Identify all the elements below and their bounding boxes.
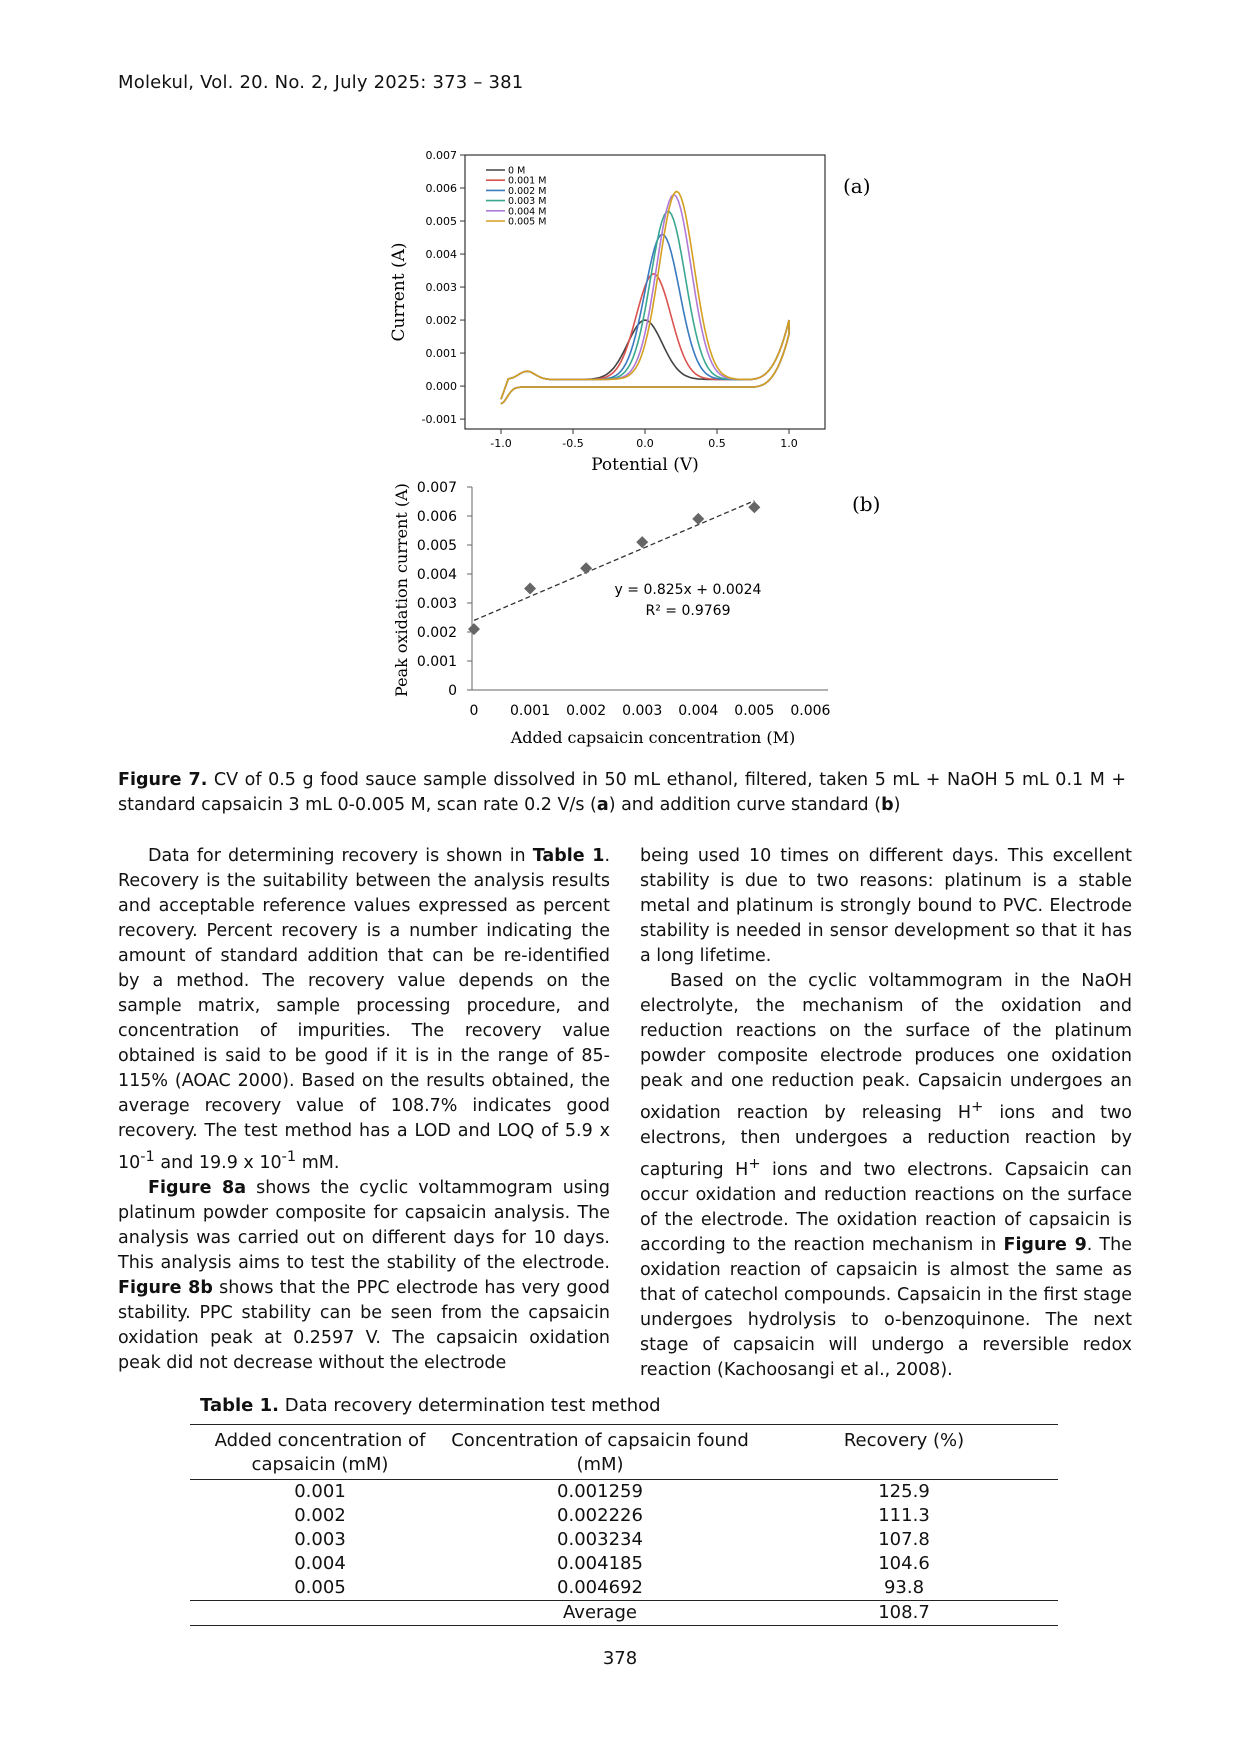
data-point — [524, 583, 536, 595]
panel-a-legend — [486, 166, 546, 228]
table-cell: 0.004185 — [557, 1553, 643, 1574]
figure-ref: Figure 9 — [1003, 1234, 1087, 1255]
x-tick-label: 0.006 — [790, 703, 831, 719]
cv-curve-0-003-M — [501, 211, 789, 403]
figure-caption-label: Figure 7. — [118, 770, 208, 790]
x-tick-label: 0.003 — [622, 703, 663, 719]
table-cell: 0.003 — [294, 1529, 346, 1550]
figure-7 — [0, 0, 1240, 760]
y-tick-label: 0.003 — [425, 281, 457, 295]
figure-caption-text-2: ) and addition curve standard ( — [608, 795, 882, 815]
panel-b-r2: R² = 0.9769 — [645, 603, 731, 619]
table-caption-text: Data recovery determination test method — [279, 1395, 661, 1416]
figure-caption — [118, 768, 1126, 818]
left-paragraph-1 — [118, 844, 610, 1176]
table-header-row — [190, 1425, 1058, 1480]
legend-label: 0.005 M — [508, 216, 547, 228]
table-cell: 111.3 — [878, 1505, 930, 1526]
table-row — [190, 1504, 1058, 1528]
text-run: shows the cyclic voltammogram using platinum powder composite for capsaicin analysis. The analysis was carried out on different days for 10 days. This analysis aims to test the stability of the electrode. — [118, 1177, 610, 1273]
panel-b-y-label: Peak oxidation current (A) — [392, 483, 411, 697]
y-tick-label: 0.005 — [425, 215, 457, 229]
average-label: Average — [450, 1601, 750, 1626]
y-tick-label: -0.001 — [421, 413, 457, 427]
y-tick-label: 0.004 — [425, 248, 457, 262]
right-paragraph-2 — [640, 969, 1132, 1383]
y-tick-label: 0.007 — [416, 480, 457, 496]
table-cell: 107.8 — [878, 1529, 930, 1550]
x-tick-label: 1.0 — [780, 437, 798, 450]
superscript: + — [748, 1154, 761, 1172]
running-head: Molekul, Vol. 20. No. 2, July 2025: 373 – 381 — [118, 72, 524, 93]
text-run: ions and two electrons. Capsaicin can occur oxidation and reduction reactions on the surface of the electrode. The oxidation reaction of capsaicin is according to the reaction mechanism in — [640, 1159, 1132, 1255]
panel-b-x-label: Added capsaicin concentration (M) — [510, 728, 796, 747]
column-header: Concentration of capsaicin found (mM) — [451, 1430, 749, 1475]
legend-label: 0.001 M — [508, 175, 547, 187]
table-cell: 0.004692 — [557, 1577, 643, 1598]
recovery-table — [190, 1424, 1058, 1626]
text-run: shows that the PPC electrode has very good stability. PPC stability can be seen from the capsaicin oxidation peak at 0.2597 V. The capsaicin oxidation peak did not decrease without the electrode — [118, 1277, 610, 1373]
figure-ref: Figure 8a — [148, 1177, 247, 1198]
panel-b-chart — [392, 480, 880, 747]
average-value: 108.7 — [750, 1601, 1058, 1626]
table-row — [190, 1576, 1058, 1601]
y-tick-label: 0.002 — [416, 625, 457, 641]
y-tick-label: 0.007 — [425, 149, 457, 162]
panel-a-y-ticks — [422, 149, 465, 426]
column-header: Recovery (%) — [843, 1430, 965, 1451]
x-tick-label: 0.004 — [678, 703, 719, 719]
legend-label: 0.003 M — [508, 196, 547, 208]
x-tick-label: 0.001 — [510, 703, 551, 719]
table-cell: 93.8 — [883, 1577, 925, 1598]
figure-7-svg — [0, 0, 1240, 760]
table-cell: 104.6 — [878, 1553, 930, 1574]
figure-caption-b: b — [881, 795, 894, 815]
table-cell: 0.001259 — [557, 1481, 643, 1502]
panel-b-equation: y = 0.825x + 0.0024 — [614, 582, 762, 598]
table-row — [190, 1528, 1058, 1552]
x-tick-label: -1.0 — [490, 437, 512, 450]
legend-label: 0.002 M — [508, 185, 547, 197]
panel-a-chart — [389, 149, 871, 475]
table-row — [190, 1480, 1058, 1505]
table-caption-label: Table 1. — [200, 1395, 279, 1416]
y-tick-label: 0.006 — [425, 182, 457, 196]
panel-a-label: (a) — [843, 174, 871, 198]
y-tick-label: 0.001 — [416, 654, 457, 670]
panel-b-y-ticks — [417, 480, 472, 699]
text-run: . The oxidation reaction of capsaicin is almost the same as that of catechol compounds. Capsaicin in the first stage undergoes hydrolysis to o-benzoquinone. The next stage of capsaicin will undergo a reversible redox reaction (Kachoosangi et al., 2008). — [640, 1234, 1132, 1380]
y-tick-label: 0.004 — [416, 567, 457, 583]
table-ref: Table 1 — [532, 846, 605, 866]
table-caption — [200, 1395, 661, 1416]
panel-a-x-ticks — [490, 429, 797, 450]
right-paragraph-1: being used 10 times on different days. This excellent stability is due to two reasons: platinum is a stable metal and platinum is strongly bound to PVC. Electrode stability is needed in sensor development so that it has a long lifetime. — [640, 846, 1132, 966]
table-cell — [190, 1601, 450, 1626]
text-run: . Recovery is the suitability between the analysis results and acceptable reference values expressed as percent recovery. Percent recovery is a number indicating the amount of standard addition that can be re-identified by a method. The recovery value depends on the sample matrix, sample processing procedure, and concentration of impurities. The recovery value obtained is said to be good if it is in the range of 85-115% (AOAC 2000). Based on the results obtained, the average recovery value of 108.7% indicates good recovery. The test method has a LOD and LOQ of 5.9 x 10 — [118, 846, 611, 1173]
table-cell: 0.004 — [294, 1553, 346, 1574]
y-tick-label: 0.003 — [416, 596, 457, 612]
left-column — [118, 844, 610, 1376]
left-paragraph-2 — [118, 1176, 610, 1376]
x-tick-label: 0.5 — [708, 437, 726, 450]
table-cell: 0.003234 — [557, 1529, 643, 1550]
y-tick-label: 0.001 — [425, 347, 457, 361]
panel-a-x-label: Potential (V) — [591, 455, 699, 475]
superscript: -1 — [140, 1148, 155, 1165]
table-cell: 0.002 — [294, 1505, 346, 1526]
table-cell: 0.001 — [294, 1481, 346, 1502]
right-column — [640, 844, 1132, 1383]
figure-caption-text-1: CV of 0.5 g food sauce sample dissolved in 50 mL ethanol, filtered, taken 5 mL + NaOH 5 mL 0.1 M + standard capsaicin 3 mL 0-0.005 M, scan rate 0.2 V/s ( — [118, 770, 1127, 815]
table-row — [190, 1552, 1058, 1576]
text-run: ions and two electrons, then undergoes a reduction reaction by capturing H — [640, 1102, 1132, 1180]
table-cell: 125.9 — [878, 1481, 930, 1502]
page-number: 378 — [602, 1648, 638, 1669]
data-point — [468, 623, 480, 635]
y-tick-label: 0.000 — [425, 380, 457, 394]
text-run: mM. — [296, 1152, 340, 1173]
x-tick-label: 0.005 — [734, 703, 775, 719]
y-tick-label: 0.006 — [416, 509, 457, 525]
table-average-row — [190, 1601, 1058, 1626]
legend-label: 0.004 M — [508, 206, 547, 218]
legend-label: 0 M — [508, 165, 526, 177]
figure-caption-a: a — [596, 795, 609, 815]
x-tick-label: -0.5 — [562, 437, 584, 450]
figure-caption-text-3: ) — [893, 795, 901, 815]
figure-ref: Figure 8b — [118, 1277, 213, 1298]
x-tick-label: 0.002 — [566, 703, 607, 719]
x-tick-label: 0 — [469, 703, 479, 719]
text-run: Data for determining recovery is shown in — [148, 846, 533, 866]
y-tick-label: 0 — [448, 683, 457, 699]
y-tick-label: 0.002 — [425, 314, 457, 328]
y-tick-label: 0.005 — [416, 538, 457, 554]
panel-b-label: (b) — [852, 492, 881, 516]
column-header: Added concentration of capsaicin (mM) — [214, 1430, 426, 1475]
panel-a-y-label: Current (A) — [389, 242, 409, 342]
data-point — [580, 562, 592, 574]
table-cell: 0.005 — [294, 1577, 346, 1598]
panel-b-x-ticks — [470, 703, 831, 719]
x-tick-label: 0.0 — [636, 437, 654, 450]
superscript: + — [971, 1098, 984, 1115]
text-run: and 19.9 x 10 — [154, 1152, 282, 1173]
table-cell: 0.002226 — [557, 1505, 643, 1526]
text-run: Based on the cyclic voltammogram in the NaOH electrolyte, the mechanism of the oxidation and reduction reactions on the surface of the platinum powder composite electrode produces one oxidation peak and one reduction peak. Capsaicin undergoes an oxidation reaction by releasing H — [640, 971, 1132, 1123]
superscript: -1 — [281, 1148, 297, 1165]
